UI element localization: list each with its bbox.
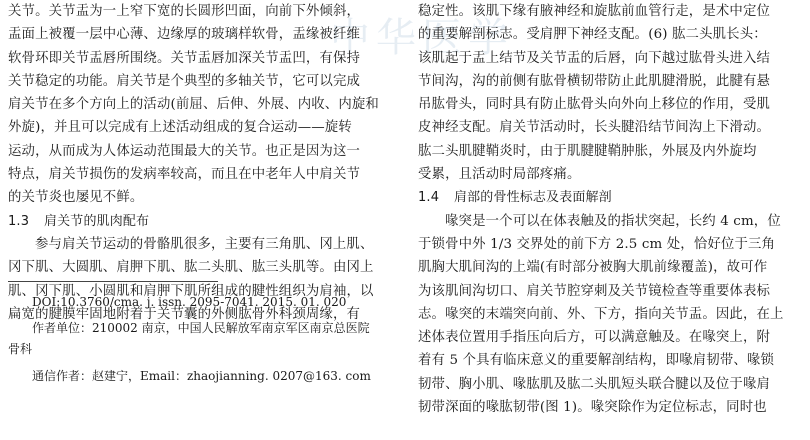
text-line: 特点，肩关节损伤的发病率较高，而且在中老年人中肩关节 <box>8 167 361 183</box>
section-number: 1.3 <box>8 213 30 229</box>
section-heading-1-3 <box>8 210 394 233</box>
text-line: 受累，且活动时局部疼痛。 <box>418 167 581 183</box>
footnote-doi: DOI:10.3760/cma. j. issn. 2095-7041. 2015. 01. 020 <box>32 295 347 309</box>
footnote-author-unit <box>8 318 398 360</box>
section-number: 1.4 <box>418 190 440 206</box>
text-line: 着有 5 个具有临床意义的重要解剖结构，即喙肩韧带、喙锁 <box>418 353 774 369</box>
paragraph-coracoid <box>418 210 804 420</box>
footnote-correspondence: 通信作者：赵建宁，Email：zhaojianning. 0207@163. com <box>32 369 371 383</box>
text-line: 为该肌间沟切口、肩关节腔穿刺及关节镜检查等重要体表标 <box>418 283 771 299</box>
section-heading-1-4 <box>418 186 804 209</box>
watermark: 中华医学 <box>330 15 514 61</box>
section-title: 肩关节的肌肉配布 <box>44 213 150 229</box>
text-line: 参与肩关节运动的骨骼肌很多，主要有三角肌、冈上肌、 <box>35 236 374 252</box>
section-title: 肩部的骨性标志及表面解剖 <box>454 190 612 206</box>
paragraph-shoulder-joint <box>8 0 394 210</box>
text-line: 该肌起于盂上结节及关节盂的后唇，向下越过肱骨头进入结 <box>418 50 771 66</box>
text-line: 皮神经支配。肩关节活动时，长头腱沿结节间沟上下滑动。 <box>418 120 771 136</box>
text-line: 软骨环即关节盂唇所围绕。关节盂唇加深关节盂凹，有保持 <box>8 50 361 66</box>
text-line: 于锁骨中外 1/3 交界处的前下方 2.5 cm 处，恰好位于三角 <box>418 236 776 252</box>
text-line: 喙突是一个可以在体表触及的指状突起，长约 4 cm，位 <box>445 213 781 229</box>
text-line: 吊肱骨头，同时具有防止肱骨头向外向上移位的作用，受肌 <box>418 97 771 113</box>
text-line: 的重要解剖标志。受肩胛下神经支配。(6) 肱二头肌长头： <box>418 27 767 43</box>
text-line: 稳定性。该肌下缘有腋神经和旋肱前血管行走，是术中定位 <box>418 4 771 19</box>
text-line: 韧带、胸小肌、喙肱肌及肱二头肌短头联合腱以及位于喙肩 <box>418 376 771 392</box>
right-column <box>418 0 804 419</box>
text-line: 盂面上被覆一层中心薄、边缘厚的玻璃样软骨，盂缘被纤维 <box>8 27 361 43</box>
text-line: 关节。关节盂为一上窄下宽的长圆形凹面，向前下外倾斜， <box>8 4 361 19</box>
text-line: 肩关节在多个方向上的活动(前屈、后伸、外展、内收、内旋和 <box>8 97 379 113</box>
text-line: 运动，从而成为人体运动范围最大的关节。也正是因为这一 <box>8 143 361 159</box>
footnote-unit-line: 骨科 <box>8 342 33 356</box>
paragraph-biceps <box>418 0 804 186</box>
text-line: 关节稳定的功能。肩关节是个典型的多轴关节，它可以完成 <box>8 73 361 89</box>
text-line: 述体表位置用手指压向后方，可以满意触及。在喙突上，附 <box>418 330 771 346</box>
text-line: 外旋)，并且可以完成有上述活动组成的复合运动——旋转 <box>8 120 352 136</box>
text-line: 韧带深面的喙肱韧带(图 1)。喙突除作为定位标志，同时也 <box>418 400 767 416</box>
text-line: 志。喙突的末端突向前、外、下方，指向关节盂。因此，在上 <box>418 306 784 322</box>
text-line: 节间沟，沟的前侧有肱骨横韧带防止此肌腱滑脱，此腱有悬 <box>418 73 771 89</box>
text-line: 冈下肌、大圆肌、肩胛下肌、肱二头肌、肱三头肌等。由冈上 <box>8 260 374 276</box>
left-column <box>8 0 394 326</box>
text-line: 的关节炎也屡见不鲜。 <box>8 190 144 206</box>
footnote-divider <box>8 281 218 282</box>
text-line: 肱二头肌腱鞘炎时，由于肌腱腱鞘肿胀，外展及内外旋均 <box>418 143 757 159</box>
footnote-unit-line: 作者单位：210002 南京，中国人民解放军南京军区南京总医院 <box>32 321 370 335</box>
text-line: 肌胸大肌间沟的上端(有时部分被胸大肌前缘覆盖)，故可作 <box>418 260 768 276</box>
text-line: 肌、冈下肌、小圆肌和肩胛下肌所组成的腱性组织为肩袖，以 <box>8 283 374 299</box>
text-line: 扁宽的腱膜牢固地附着于关节囊的外侧肱骨外科颈周缘，有 <box>8 306 361 322</box>
